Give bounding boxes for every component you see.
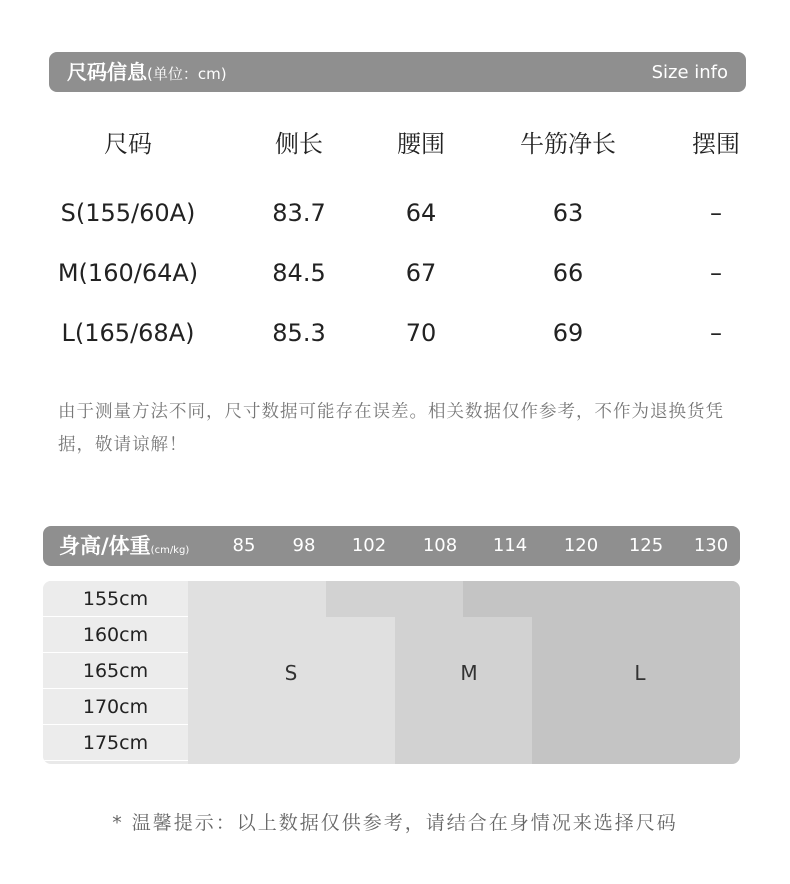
size-m-region <box>326 581 463 617</box>
cell-side-length: 85.3 <box>272 319 326 347</box>
weight-label: 102 <box>351 535 387 556</box>
size-m-label: M <box>460 661 478 685</box>
cell-waist: 70 <box>405 319 437 347</box>
cell-size: S(155/60A) <box>60 199 196 227</box>
header-hem: 摆围 <box>692 130 740 158</box>
cell-size: L(165/68A) <box>61 319 195 347</box>
weight-label: 98 <box>292 535 316 556</box>
measurement-note: 由于测量方法不同，尺寸数据可能存在误差。相关数据仅作参考，不作为退换货凭据，敬请谅解！ <box>58 402 724 455</box>
header-side-length: 侧长 <box>275 130 323 158</box>
size-recommendation-grid <box>43 581 740 764</box>
cell-elastic-length: 63 <box>552 199 584 227</box>
size-l-region <box>463 581 740 617</box>
height-label: 155cm <box>43 581 188 617</box>
height-label: 175cm <box>43 725 188 761</box>
size-l-label: L <box>634 661 646 685</box>
cell-size: M(160/64A) <box>57 259 199 287</box>
cell-elastic-length: 66 <box>552 259 584 287</box>
size-table-header <box>0 124 790 164</box>
banner-unit: (单位：cm) <box>147 65 227 83</box>
height-weight-unit: (cm/kg) <box>150 545 190 556</box>
size-info-banner <box>49 52 746 92</box>
height-label: 170cm <box>43 689 188 725</box>
cell-waist: 64 <box>405 199 437 227</box>
banner-english-title: Size info <box>651 62 728 83</box>
cell-side-length: 84.5 <box>272 259 326 287</box>
cell-elastic-length: 69 <box>552 319 584 347</box>
size-s-label: S <box>284 661 298 685</box>
size-m-region <box>395 617 532 764</box>
header-elastic-length: 牛筋净长 <box>520 130 616 158</box>
size-s-region <box>188 581 326 617</box>
cell-hem: – <box>710 199 722 227</box>
weight-label: 125 <box>628 535 664 556</box>
header-waist: 腰围 <box>397 130 445 158</box>
cell-hem: – <box>710 259 722 287</box>
table-row <box>0 313 790 353</box>
weight-label: 114 <box>492 535 528 556</box>
table-row <box>0 193 790 233</box>
table-row <box>0 253 790 293</box>
size-s-region <box>188 617 395 764</box>
height-weight-bar <box>43 526 740 566</box>
cell-waist: 67 <box>405 259 437 287</box>
banner-title: 尺码信息(单位：cm) <box>67 60 227 84</box>
cell-hem: – <box>710 319 722 347</box>
weight-label: 108 <box>422 535 458 556</box>
header-size: 尺码 <box>104 130 152 158</box>
height-weight-label: 身高/体重(cm/kg) <box>59 534 190 558</box>
height-label: 160cm <box>43 617 188 653</box>
warm-tip: * 温馨提示：以上数据仅供参考，请结合在身情况来选择尺码 <box>112 812 678 834</box>
weight-label: 120 <box>563 535 599 556</box>
weight-label: 85 <box>232 535 256 556</box>
weight-label: 130 <box>693 535 729 556</box>
size-l-region <box>532 617 740 764</box>
height-label: 165cm <box>43 653 188 689</box>
cell-side-length: 83.7 <box>272 199 326 227</box>
